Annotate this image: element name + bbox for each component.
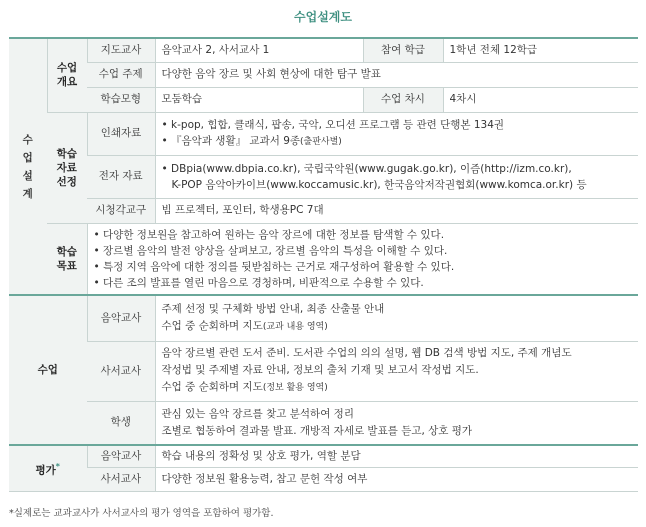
teacher-value: 음악교사 2, 사서교사 1 [155, 38, 363, 62]
lesson-music-value: 주제 선정 및 구체화 방법 안내, 최종 산출물 안내 수업 중 순회하며 지도(교과 내용 영역) [155, 295, 638, 341]
lesson-design-table [9, 37, 638, 492]
av-label: 시청각교구 [87, 198, 155, 223]
list-item: • 특정 지역 음악에 대한 정의를 뒷받침하는 근거로 재구성하여 활용할 수 있다. [93, 261, 455, 273]
table-row [9, 87, 638, 112]
list-item: • 장르별 음악의 발전 양상을 살펴보고, 장르별 음악의 특성을 이해할 수 있다. [93, 245, 448, 257]
table-row [9, 445, 638, 467]
page-title: 수업설계도 [294, 10, 352, 24]
table-row [9, 155, 638, 198]
teacher-label: 지도교사 [87, 38, 155, 62]
lesson-label: 수업 [9, 295, 87, 445]
footnote: *실제로는 교과교사가 사서교사의 평가 영역을 포함하여 평가함. [9, 508, 274, 519]
electronic-value [155, 155, 638, 198]
table-row [9, 223, 638, 295]
grade-label: 참여 학급 [363, 38, 443, 62]
table-row [9, 401, 638, 445]
materials-label: 학습 자료 선정 [47, 112, 87, 223]
print-value [155, 112, 638, 155]
list-item: • k-pop, 힙합, 클래식, 팝송, 국악, 오디션 프로그램 등 관련 단행본 134권 [161, 119, 505, 131]
table-row [9, 341, 638, 401]
list-item: • 다양한 정보원을 참고하여 원하는 음악 장르에 대한 정보를 탐색할 수 있다. [93, 229, 445, 241]
electronic-label: 전자 자료 [87, 155, 155, 198]
eval-librarian-label: 사서교사 [87, 467, 155, 491]
table-row [9, 38, 638, 62]
lesson-student-label: 학생 [87, 401, 155, 445]
period-label: 수업 차시 [363, 87, 443, 112]
table-row [9, 62, 638, 87]
model-value: 모둠학습 [155, 87, 363, 112]
lesson-music-label: 음악교사 [87, 295, 155, 341]
eval-music-label: 음악교사 [87, 445, 155, 467]
grade-value: 1학년 전체 12학급 [443, 38, 638, 62]
goals-value [87, 223, 638, 295]
list-item: K-POP 음악아카이브(www.koccamusic.kr), 한국음악저작권협회(www.komca.or.kr) 등 [171, 178, 587, 191]
eval-music-value: 학습 내용의 정확성 및 상호 평가, 역할 분담 [155, 445, 638, 467]
eval-label: 평가* [9, 445, 87, 491]
table-row [9, 467, 638, 491]
table-row [9, 295, 638, 341]
topic-value: 다양한 음악 장르 및 사회 현상에 대한 탐구 발표 [155, 62, 638, 87]
model-label: 학습모형 [87, 87, 155, 112]
list-item: • 『음악과 생활』 교과서 9종(출판사별) [161, 135, 342, 147]
table-row [9, 112, 638, 155]
period-value: 4차시 [443, 87, 638, 112]
goals-label: 학습 목표 [47, 223, 87, 295]
eval-librarian-value: 다양한 정보원 활용능력, 참고 문헌 작성 여부 [155, 467, 638, 491]
lesson-librarian-label: 사서교사 [87, 341, 155, 401]
overview-label: 수업 개요 [47, 38, 87, 112]
av-value: 빔 프로젝터, 포인터, 학생용PC 7대 [155, 198, 638, 223]
design-group-label: 수 업 설 계 [9, 38, 47, 295]
list-item: • 다른 조의 발표를 열린 마음으로 경청하며, 비판적으로 수용할 수 있다. [93, 277, 424, 289]
table-row [9, 198, 638, 223]
print-label: 인쇄자료 [87, 112, 155, 155]
lesson-librarian-value: 음악 장르별 관련 도서 준비. 도서관 수업의 의의 설명, 웹 DB 검색 방법 지도, 주제 개념도 작성법 및 주제별 자료 안내, 정보의 출처 기재 및 보고서 작성법 지도. 수업 중 순회하며 지도(정보 활용 영역) [155, 341, 638, 401]
list-item: • DBpia(www.dbpia.co.kr), 국립국악원(www.gugak.go.kr), 이즘(http://izm.co.kr), [161, 162, 572, 175]
topic-label: 수업 주제 [87, 62, 155, 87]
lesson-student-value: 관심 있는 음악 장르를 찾고 분석하여 정리 조별로 협동하여 결과물 발표. 개방적 자세로 발표를 듣고, 상호 평가 [155, 401, 638, 445]
